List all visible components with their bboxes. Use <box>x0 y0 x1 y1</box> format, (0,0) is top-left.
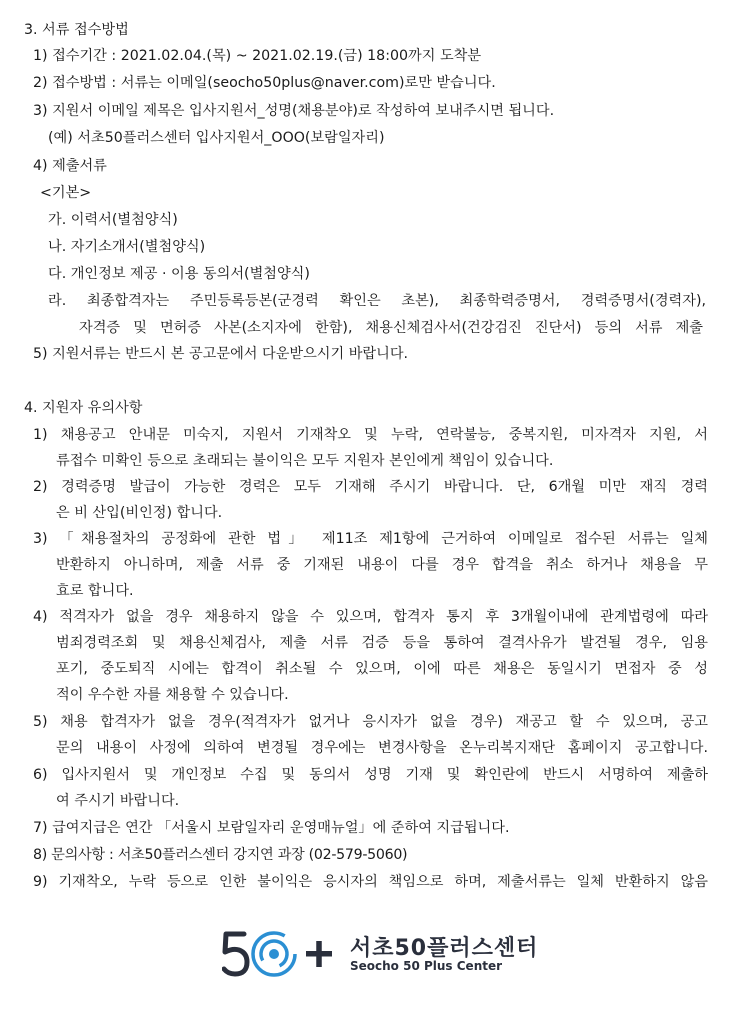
notice-9: 9) 기재착오, 누락 등으로 인한 불이익은 응시자의 책임으로 하며, 제출서류는 일체 반환하지 않음 <box>33 874 708 890</box>
notice-1-line-1: 1) 채용공고 안내문 미숙지, 지원서 기재착오 및 누락, 연락불능, 중복지원, 미자격자 지원, 서 <box>33 427 708 443</box>
doc-privacy-consent: 다. 개인정보 제공 · 이용 동의서(별첨양식) <box>48 266 310 282</box>
required-docs-heading: 4) 제출서류 <box>33 158 107 174</box>
notice-2-line-2: 은 비 산입(비인정) 합니다. <box>56 505 223 521</box>
notice-6-line-2: 여 주시기 바랍니다. <box>56 793 180 809</box>
notice-8-contact: 8) 문의사항 : 서초50플러스센터 강지연 과장 (02-579-5060) <box>33 847 408 863</box>
logo-name-english: Seocho 50 Plus Center <box>350 959 503 973</box>
notice-4-line-4: 적이 우수한 자를 채용할 수 있습니다. <box>56 687 289 703</box>
notice-1-line-2: 류접수 미확인 등으로 초래되는 불이익은 모두 지원자 본인에게 책임이 있습니다. <box>56 453 554 469</box>
basic-docs-label: <기본> <box>40 185 92 201</box>
email-subject-example: (예) 서초50플러스센터 입사지원서_OOO(보람일자리) <box>48 130 385 146</box>
doc-self-intro: 나. 자기소개서(별첨양식) <box>48 239 206 255</box>
notice-5-line-1: 5) 채용 합격자가 없을 경우(적격자가 없거나 응시자가 없을 경우) 재공고 할 수 있으며, 공고 <box>33 714 708 730</box>
notice-6-line-1: 6) 입사지원서 및 개인정보 수집 및 동의서 성명 기재 및 확인란에 반드시 서명하여 제출하 <box>33 767 708 783</box>
center-logo <box>222 924 539 984</box>
notice-4-line-3: 포기, 중도퇴직 시에는 합격이 취소될 수 있으며, 이에 따른 채용은 동일시기 면접자 중 성 <box>56 661 708 677</box>
notice-4-line-1: 4) 적격자가 없을 경우 채용하지 않을 수 있으며, 합격자 통지 후 3개월이내에 관계법령에 따라 <box>33 609 708 625</box>
section3-title: 3. 서류 접수방법 <box>24 22 129 38</box>
section4-title: 4. 지원자 유의사항 <box>24 400 143 416</box>
logo-50plus-mark <box>222 924 334 984</box>
doc-final-applicants-1: 라. 최종합격자는 주민등록등본(군경력 확인은 초본), 최종학력증명서, 경력증명서(경력자), <box>48 293 706 309</box>
doc-resume: 가. 이력서(별첨양식) <box>48 212 178 228</box>
doc-final-applicants-2: 자격증 및 면허증 사본(소지자에 한함), 채용신체검사서(건강검진 진단서) 등의 서류 제출 <box>79 320 703 336</box>
notice-3-line-3: 효로 합니다. <box>56 583 134 599</box>
notice-4-line-2: 범죄경력조회 및 채용신체검사, 제출 서류 검증 등을 통하여 결격사유가 발견될 경우, 임용 <box>56 635 708 651</box>
download-notice: 5) 지원서류는 반드시 본 공고문에서 다운받으시기 바랍니다. <box>33 346 409 362</box>
receipt-method: 2) 접수방법 : 서류는 이메일(seocho50plus@naver.com)로만 받습니다. <box>33 75 496 91</box>
notice-2-line-1: 2) 경력증명 발급이 가능한 경력은 모두 기재해 주시기 바랍니다. 단, 6개월 미만 재직 경력 <box>33 479 708 495</box>
notice-3-line-1: 3) 「채용절차의 공정화에 관한 법」 제11조 제1항에 근거하여 이메일로 접수된 서류는 일체 <box>33 531 708 547</box>
receipt-period: 1) 접수기간 : 2021.02.04.(목) ~ 2021.02.19.(금) 18:00까지 도착분 <box>33 48 482 64</box>
notice-7: 7) 급여지급은 연간 「서울시 보람일자리 운영매뉴얼」에 준하여 지급됩니다. <box>33 820 510 836</box>
notice-5-line-2: 문의 내용이 사정에 의하여 변경될 경우에는 변경사항을 온누리복지재단 홈페이지 공고합니다. <box>56 740 708 756</box>
email-subject-rule: 3) 지원서 이메일 제목은 입사지원서_성명(채용분야)로 작성하여 보내주시면 됩니다. <box>33 103 555 119</box>
logo-name-korean: 서초50플러스센터 <box>350 936 539 961</box>
notice-3-line-2: 반환하지 아니하며, 제출 서류 중 기재된 내용이 다를 경우 합격을 취소 하거나 채용을 무 <box>56 557 708 573</box>
